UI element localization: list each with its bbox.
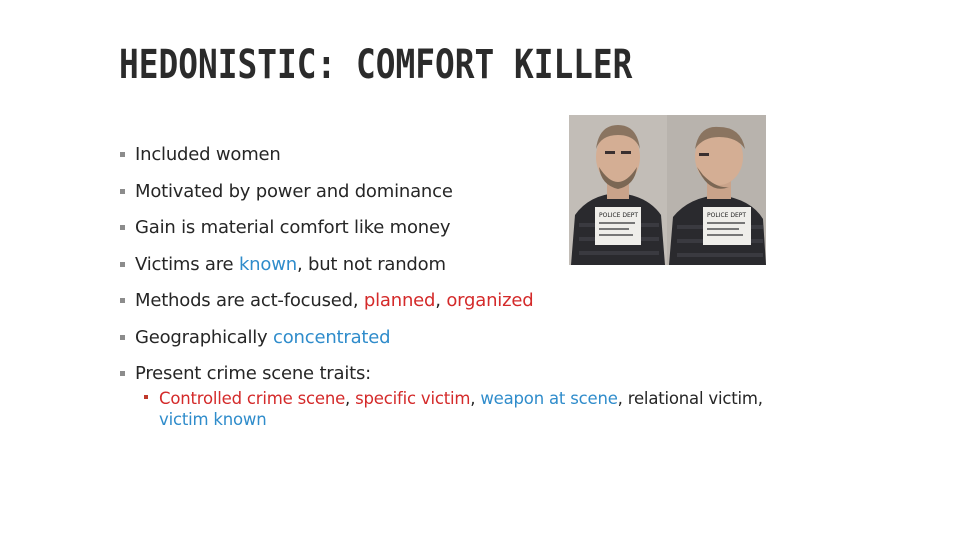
bullet-highlight: Controlled crime scene xyxy=(159,388,346,408)
mugshot-photo xyxy=(569,115,766,265)
placard-text: POLICE DEPT xyxy=(599,212,639,219)
bullet-text: Motivated by power and dominance xyxy=(135,180,453,202)
bullet-text: , xyxy=(435,290,447,311)
placard-text: POLICE DEPT xyxy=(707,212,747,219)
bullet-text: Included women xyxy=(135,144,281,165)
bullet-highlight: victim known xyxy=(159,409,267,429)
bullet-text: Geographically xyxy=(135,326,274,348)
bullet-marker-icon xyxy=(120,371,125,376)
bullet-marker-icon xyxy=(120,298,125,303)
bullet-item xyxy=(120,363,780,385)
bullet-item xyxy=(120,327,780,349)
bullet-text: , xyxy=(345,388,356,408)
bullet-text: Methods are act-focused, xyxy=(135,290,364,311)
bullet-text: Present crime scene traits: xyxy=(135,363,372,384)
sub-bullet-item xyxy=(144,388,769,430)
slide-title: HEDONISTIC: COMFORT KILLER xyxy=(119,42,633,88)
bullet-highlight: planned xyxy=(363,290,436,311)
bullet-highlight: organized xyxy=(446,290,534,311)
bullet-highlight: weapon at scene xyxy=(480,388,618,408)
bullet-highlight: known xyxy=(238,253,297,275)
bullet-text: , relational victim, xyxy=(617,388,763,408)
bullet-marker-icon xyxy=(120,225,125,230)
bullet-text: Gain is material comfort like money xyxy=(135,217,451,238)
bullet-item xyxy=(120,290,780,312)
bullet-marker-icon xyxy=(120,335,125,340)
bullet-text: , xyxy=(470,388,481,408)
bullet-highlight: specific victim xyxy=(355,388,471,408)
bullet-marker-icon xyxy=(120,262,125,267)
bullet-marker-icon xyxy=(120,152,125,157)
sub-bullet-marker-icon xyxy=(144,395,148,399)
bullet-text: Victims are xyxy=(135,253,239,275)
bullet-highlight: concentrated xyxy=(273,326,391,348)
bullet-marker-icon xyxy=(120,189,125,194)
bullet-text: , but not random xyxy=(296,253,446,275)
